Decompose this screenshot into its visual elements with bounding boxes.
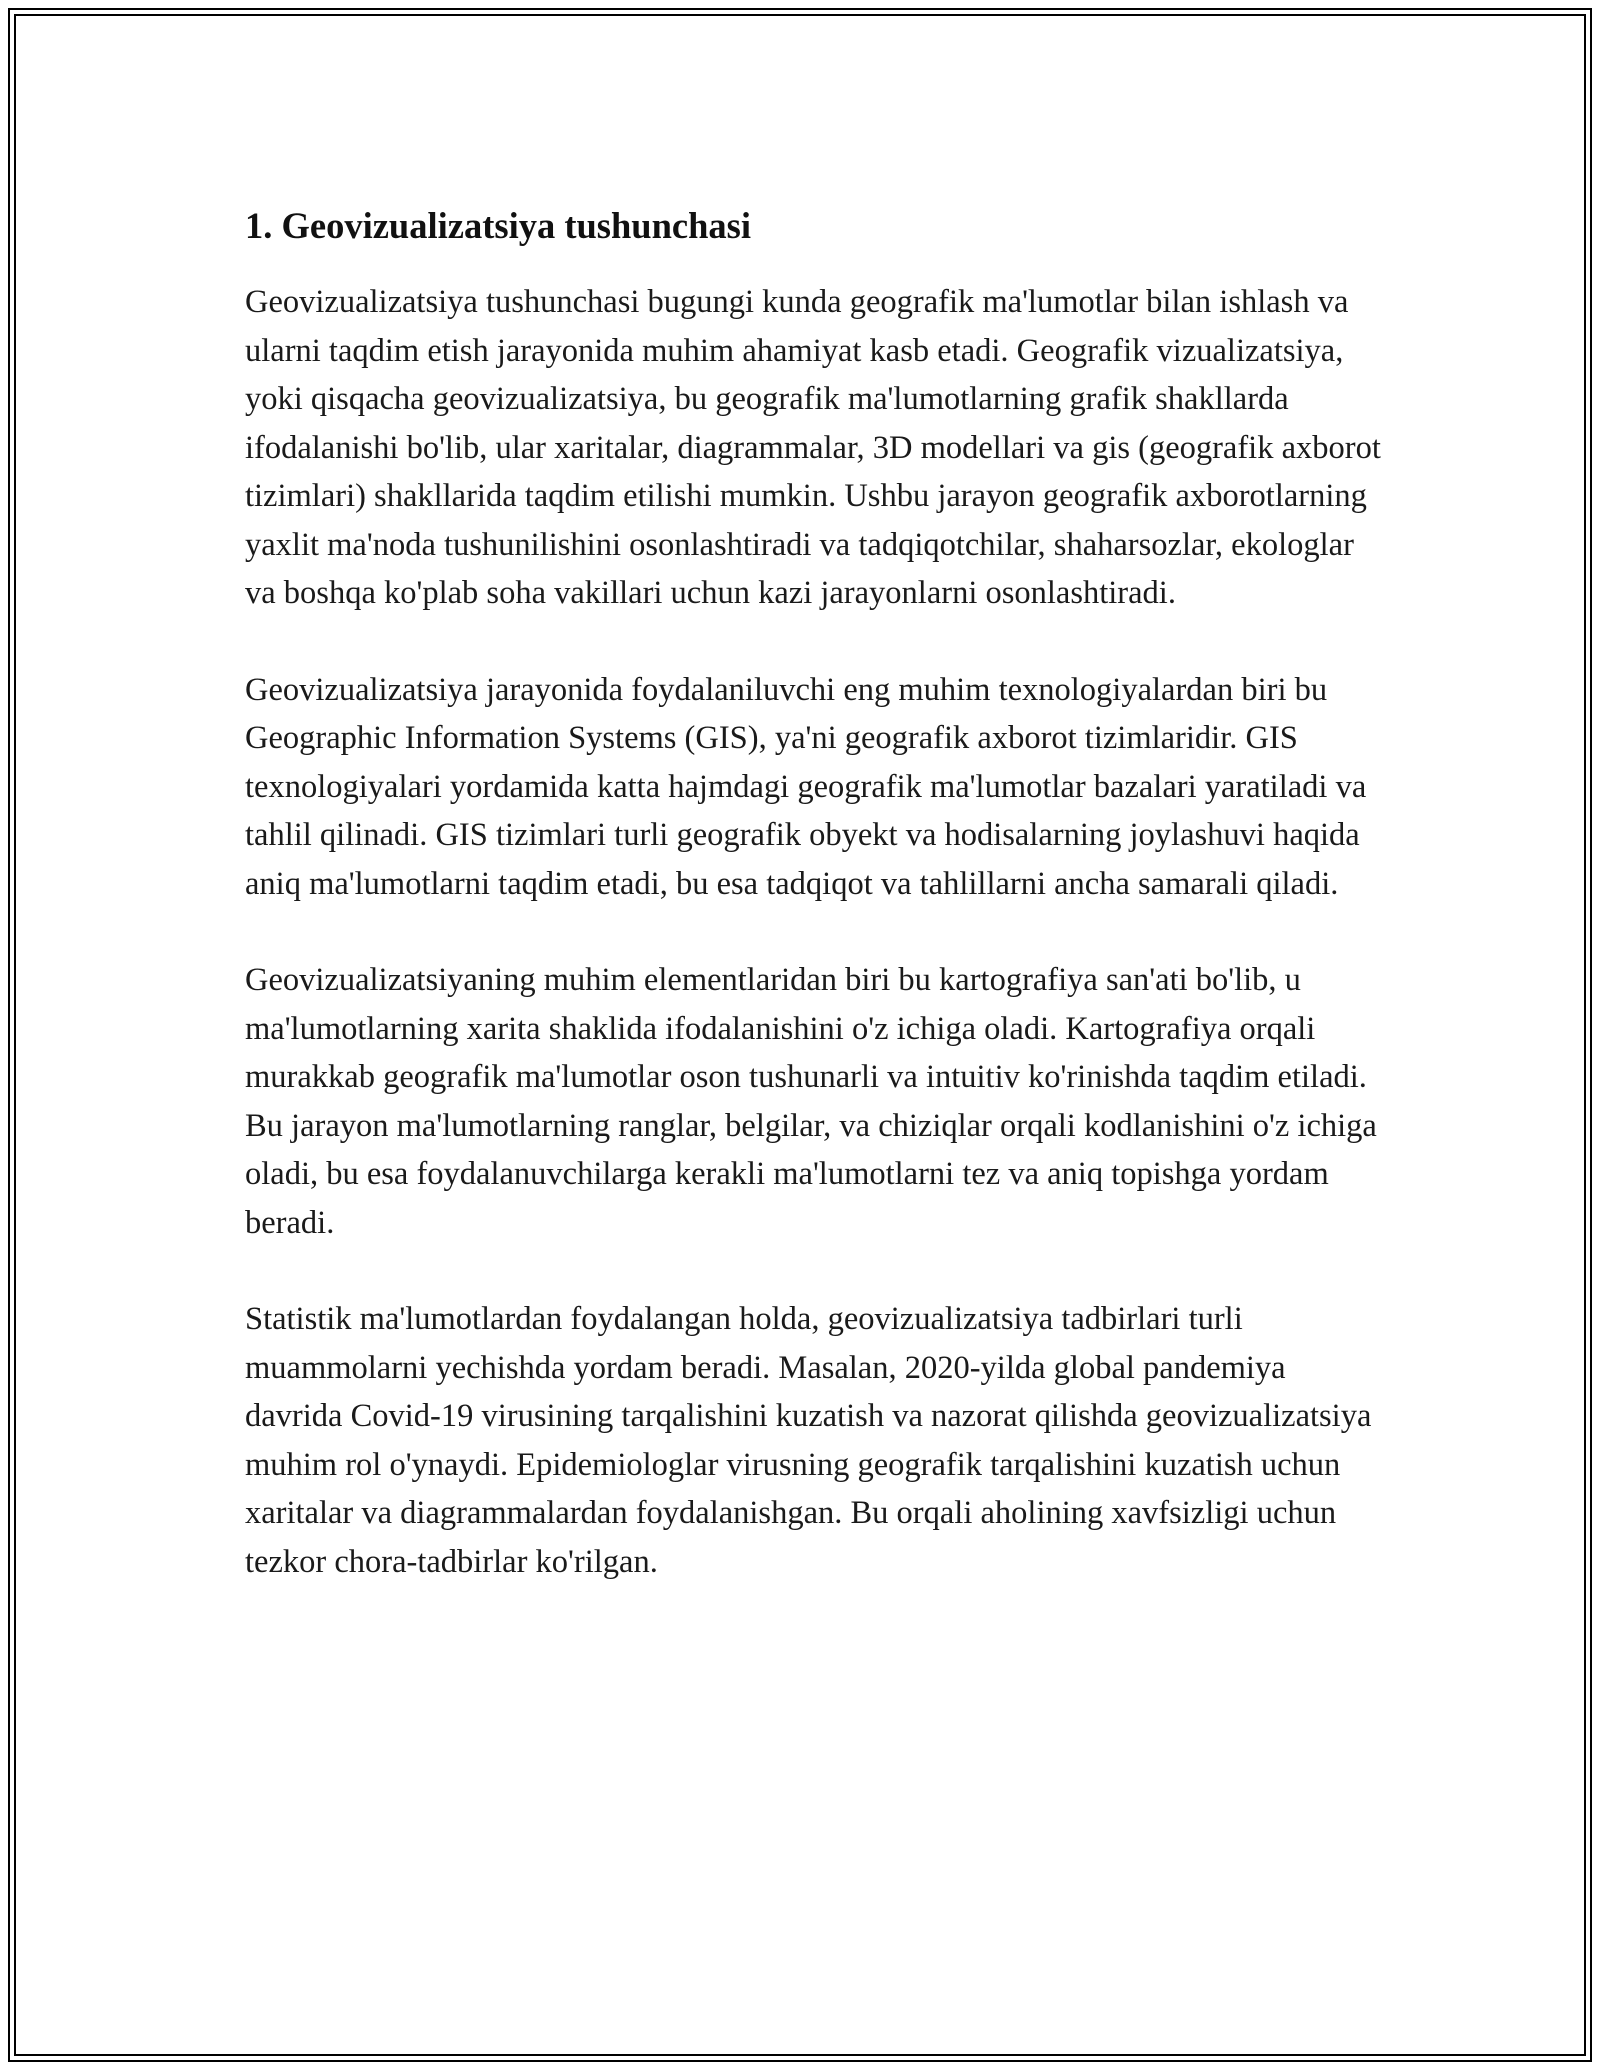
paragraph-intro: Geovizualizatsiya tushunchasi bugungi kunda geografik ma'lumotlar bilan ishlash va ularni taqdim etish jarayonida muhim ahamiyat kasb etadi. Geografik vizualizatsiya, yoki qisqacha geovizualizatsiya, bu geografik ma'lumotlarning grafik shakllarda ifodalanishi bo'lib, ular xaritalar, diagrammalar, 3D modellari va gis (geografik axborot tizimlari) shakllarida taqdim etilishi mumkin. Ushbu jarayon geografik axborotlarning yaxlit ma'noda tushunilishini osonlashtiradi va tadqiqotchilar, shaharsozlar, ekologlar va boshqa ko'plab soha vakillari uchun kazi jarayonlarni osonlashtiradi. [245,284,1381,611]
paragraph-gis: Geovizualizatsiya jarayonida foydalaniluvchi eng muhim texnologiyalardan biri bu Geographic Information Systems (GIS), ya'ni geografik axborot tizimlaridir. GIS texnologiyalari yordamida katta hajmdagi geografik ma'lumotlar bazalari yaratiladi va tahlil qilinadi. GIS tizimlari turli geografik obyekt va hodisalarning joylashuvi haqida aniq ma'lumotlarni taqdim etadi, bu esa tadqiqot va tahlillarni ancha samarali qiladi. [245,671,1367,902]
document-content [245,198,1385,1586]
paragraph-statistics: Statistik ma'lumotlardan foydalangan holda, geovizualizatsiya tadbirlari turli muammolarni yechishda yordam beradi. Masalan, 2020-yilda global pandemiya davrida Covid-19 virusining tarqalishini kuzatish va nazorat qilishda geovizualizatsiya muhim rol o'ynaydi. Epidemiologlar virusning geografik tarqalishini kuzatish uchun xaritalar va diagrammalardan foydalanishgan. Bu orqali aholining xavfsizligi uchun tezkor chora-tadbirlar ko'rilgan. [245,1301,1372,1580]
paragraph-cartography: Geovizualizatsiyaning muhim elementlaridan biri bu kartografiya san'ati bo'lib, u ma'lumotlarning xarita shaklida ifodalanishini o'z ichiga oladi. Kartografiya orqali murakkab geografik ma'lumotlar oson tushunarli va intuitiv ko'rinishda taqdim etiladi. Bu jarayon ma'lumotlarning ranglar, belgilar, va chiziqlar orqali kodlanishini o'z ichiga oladi, bu esa foydalanuvchilarga kerakli ma'lumotlarni tez va aniq topishga yordam beradi. [245,962,1377,1241]
section-heading: 1. Geovizualizatsiya tushunchasi [245,205,751,246]
page-frame [8,8,1592,2062]
